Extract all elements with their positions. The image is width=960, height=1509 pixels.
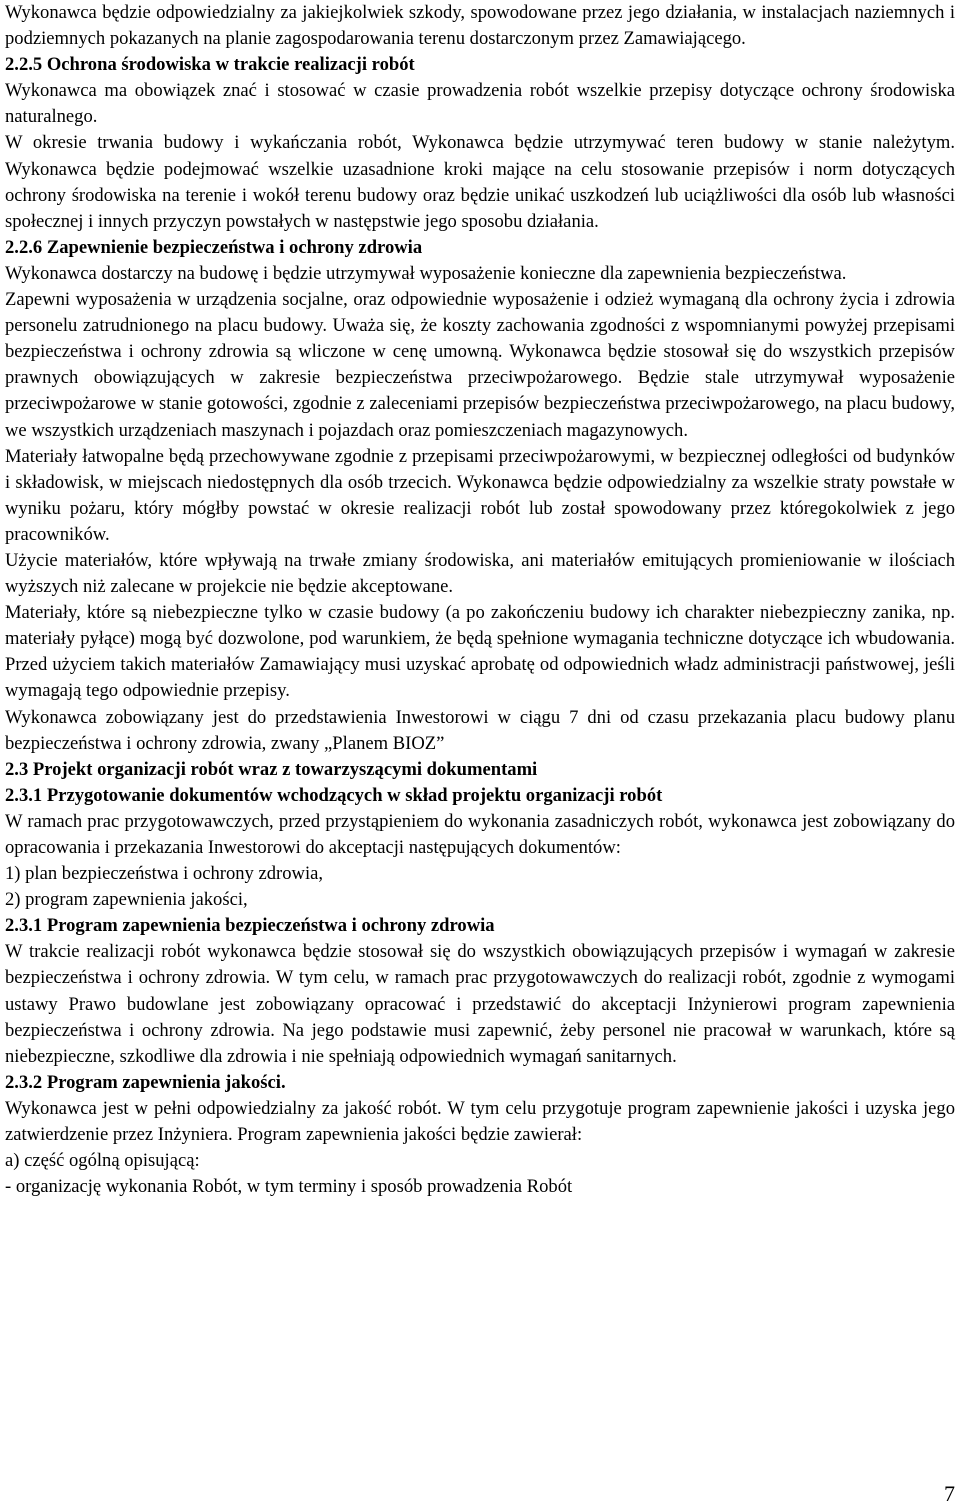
- paragraph: Materiały, które są niebezpieczne tylko w czasie budowy (a po zakończeniu budowy ich charakter niebezpieczny zanika, np. materiały pyłące) mogą być dozwolone, pod warunkiem, że będą spełnione wymagania techniczne dotyczące ich wbudowania. Przed użyciem takich materiałów Zamawiający musi uzyskać aprobatę od odpowiednich władz administracji państwowej, jeśli wymagają tego odpowiednie przepisy.: [5, 602, 955, 702]
- page-number: 7: [944, 1481, 955, 1506]
- section-heading: 2.3.1 Przygotowanie dokumentów wchodzących w skład projektu organizacji robót: [5, 784, 663, 806]
- paragraph: W okresie trwania budowy i wykańczania robót, Wykonawca będzie utrzymywać teren budowy w stanie należytym. Wykonawca będzie podejmować wszelkie uzasadnione kroki mające na celu stosowanie przepisów i norm dotyczących ochrony środowiska na terenie i wokół terenu budowy oraz będzie unikać uszkodzeń lub uciążliwości dla osób lub własności społecznej i innych przyczyn powstałych w następstwie jego sposobu działania.: [5, 132, 955, 232]
- section-heading: 2.3 Projekt organizacji robót wraz z towarzyszącymi dokumentami: [5, 758, 538, 780]
- paragraph: Wykonawca zobowiązany jest do przedstawienia Inwestorowi w ciągu 7 dni od czasu przekazania placu budowy planu bezpieczeństwa i ochrony zdrowia, zwany „Planem BIOZ”: [5, 706, 955, 754]
- section-heading: 2.2.5 Ochrona środowiska w trakcie realizacji robót: [5, 54, 415, 76]
- paragraph: Użycie materiałów, które wpływają na trwałe zmiany środowiska, ani materiałów emitujących promieniowanie w ilościach wyższych niż zalecane w projekcie nie będzie akceptowane.: [5, 549, 955, 598]
- paragraph: Zapewni wyposażenia w urządzenia socjalne, oraz odpowiednie wyposażenie i odzież wymaganą dla ochrony życia i zdrowia personelu zatrudnionego na placu budowy. Uważa się, że koszty zachowania zgodności z wspomnianymi powyżej przepisami bezpieczeństwa i ochrony zdrowia są wliczone w cenę umowną. Wykonawca będzie stosował się do wszystkich przepisów prawnych obowiązujących w zakresie bezpieczeństwa przeciwpożarowego. Będzie stale utrzymywał wyposażenie przeciwpożarowe w stanie gotowości, zgodnie z zaleceniami przepisów bezpieczeństwa przeciwpożarowego, na placu budowy, we wszystkich urządzeniach maszynach i pojazdach oraz pomieszczeniach magazynowych.: [5, 289, 955, 441]
- paragraph: W ramach prac przygotowawczych, przed przystąpieniem do wykonania zasadniczych robót, wykonawca jest zobowiązany do opracowania i przekazania Inwestorowi do akceptacji następujących dokumentów:: [5, 810, 955, 858]
- paragraph: Wykonawca jest w pełni odpowiedzialny za jakość robót. W tym celu przygotuje program zapewnienie jakości i uzyska jego zatwierdzenie przez Inżyniera. Program zapewnienia jakości będzie zawierał:: [5, 1097, 955, 1146]
- list-item: 1) plan bezpieczeństwa i ochrony zdrowia,: [5, 863, 324, 885]
- document-page: [5, 0, 955, 1200]
- section-heading: 2.3.1 Program zapewnienia bezpieczeństwa i ochrony zdrowia: [5, 915, 495, 937]
- list-item: - organizację wykonania Robót, w tym terminy i sposób prowadzenia Robót: [5, 1176, 573, 1198]
- paragraph: Materiały łatwopalne będą przechowywane zgodnie z przepisami przeciwpożarowymi, w bezpiecznej odległości od budynków i składowisk, w miejscach niedostępnych dla osób trzecich. Wykonawca będzie odpowiedzialny za wszelkie straty powstałe w wyniku pożaru, który mógłby powstać w okresie realizacji robót lub został spowodowany przez któregokolwiek z jego pracowników.: [5, 445, 955, 545]
- list-item: 2) program zapewnienia jakości,: [5, 889, 248, 911]
- paragraph: Wykonawca dostarczy na budowę i będzie utrzymywał wyposażenie konieczne dla zapewnienia bezpieczeństwa.: [5, 262, 847, 284]
- paragraph: Wykonawca będzie odpowiedzialny za jakiejkolwiek szkody, spowodowane przez jego działania, w instalacjach naziemnych i podziemnych pokazanych na planie zagospodarowania terenu dostarczonym przez Zamawiającego.: [5, 2, 955, 50]
- paragraph: Wykonawca ma obowiązek znać i stosować w czasie prowadzenia robót wszelkie przepisy dotyczące ochrony środowiska naturalnego.: [5, 80, 955, 128]
- paragraph: W trakcie realizacji robót wykonawca będzie stosował się do wszystkich obowiązujących przepisów i wymagań w zakresie bezpieczeństwa i ochrony zdrowia. W tym celu, w ramach prac przygotowawczych do realizacji robót, zgodnie z wymogami ustawy Prawo budowlane jest zobowiązany opracować i przedstawić do akceptacji Inżynierowi program zapewnienia bezpieczeństwa i ochrony zdrowia. Na jego podstawie musi zapewnić, żeby personel nie pracował w warunkach, które są niebezpieczne, szkodliwe dla zdrowia i nie spełniają odpowiednich wymagań sanitarnych.: [5, 941, 955, 1067]
- section-heading: 2.2.6 Zapewnienie bezpieczeństwa i ochrony zdrowia: [5, 236, 423, 258]
- section-heading: 2.3.2 Program zapewnienia jakości.: [5, 1071, 286, 1093]
- list-item: a) część ogólną opisującą:: [5, 1150, 200, 1172]
